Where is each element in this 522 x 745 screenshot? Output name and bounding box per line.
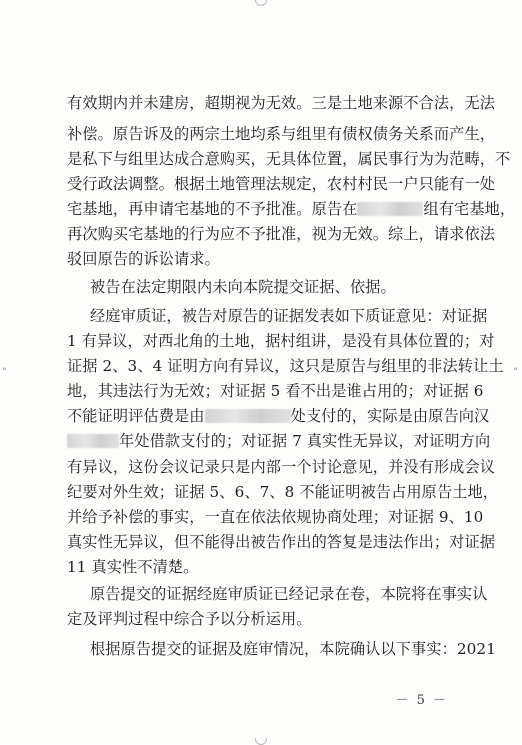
body-text-line [67, 404, 489, 428]
page-number: － 5 － [395, 693, 448, 708]
paragraph-first-line: 经庭审质证，被告对原告的证据发表如下质证意见：对证据 [90, 307, 488, 325]
body-text-line: 证据 2、3、4 证明方向有异议，这只是原告与组里的非法转让土 [67, 357, 504, 375]
body-text-line: 受行政法调整。根据土地管理法规定，农村村民一户只能有一处 [67, 175, 496, 193]
redaction-block [205, 409, 291, 423]
body-text-line: 1 有异议，对西北角的土地，据村组讲，是没有具体位置的；对 [67, 332, 495, 350]
body-text-line: 有效期内并未建房，超期视为无效。三是土地来源不合法，无法 [67, 94, 496, 112]
body-text-line: 定及评判过程中综合予以分析运用。 [67, 610, 312, 628]
redaction-block [67, 434, 119, 448]
body-text-line: 并给予补偿的事实，一直在依法依规协商处理；对证据 9、10 [67, 508, 484, 526]
text-segment: 不能证明评估费是由 [67, 407, 205, 425]
text-segment: 年处借款支付的；对证据 7 真实性无异议，对证明方向 [119, 432, 491, 450]
text-segment: 处支付的，实际是由原告向汉 [290, 407, 490, 425]
binding-hole-mark-top [255, 0, 267, 6]
body-text-line: 纪要对外生效；证据 5、6、7、8 不能证明被告占用原告土地， [67, 483, 499, 501]
paragraph-first-line: 被告在法定期限内未向本院提交证据、依据。 [90, 278, 396, 296]
body-text-line: 驳回原告的诉讼请求。 [67, 250, 220, 268]
body-text-line: 有异议，这份会议记录只是内部一个讨论意见，并没有形成会议 [67, 458, 496, 476]
body-text-line [67, 197, 515, 221]
text-segment: 宅基地，再申请宅基地的不予批准。原告在 [67, 200, 358, 218]
body-text-line: 是私下与组里达成合意购买，无具体位置，属民事行为为范畴，不 [67, 150, 511, 168]
redaction-block [357, 202, 423, 216]
margin-mark-left: ∘ [2, 364, 7, 375]
body-text-line: 11 真实性不清楚。 [67, 558, 199, 576]
paragraph-first-line: 原告提交的证据经庭审质证已经记录在卷，本院将在事实认 [90, 585, 488, 603]
body-text-line: 再次购买宅基地的行为应不予批准，视为无效。综上，请求依法 [67, 225, 496, 243]
body-text-line [67, 429, 490, 453]
body-text-line: 地，其违法行为无效；对证据 5 看不出是谁占用的；对证据 6 [67, 382, 484, 400]
text-segment: 组有宅基地， [423, 200, 516, 218]
paragraph-first-line: 根据原告提交的证据及庭审情况，本院确认以下事实：2021 [90, 640, 496, 658]
body-text-line: 补偿。原告诉及的两宗土地均系与组里有债权债务关系而产生， [67, 125, 496, 143]
margin-mark-right: ∘ [513, 364, 518, 375]
body-text-line: 真实性无异议，但不能得出被告作出的答复是违法作出；对证据 [67, 533, 496, 551]
